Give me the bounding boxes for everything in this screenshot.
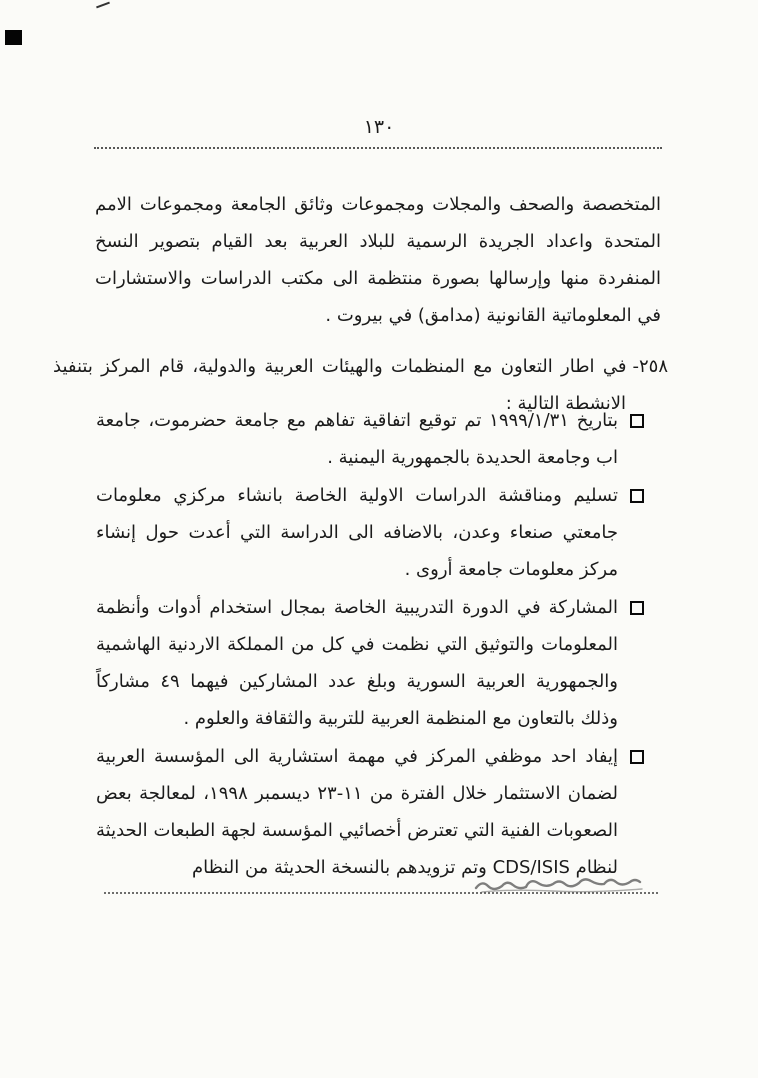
scan-artifact-corner bbox=[5, 30, 22, 45]
square-bullet-icon bbox=[630, 750, 644, 764]
activity-bullet-list bbox=[96, 402, 644, 887]
section-number: ٢٥٨- bbox=[632, 356, 668, 377]
square-bullet-icon bbox=[630, 601, 644, 615]
bullet-item bbox=[96, 477, 644, 588]
bullet-item bbox=[96, 402, 644, 476]
intro-paragraph: المتخصصة والصحف والمجلات ومجموعات وثائق الجامعة ومجموعات الامم المتحدة واعداد الجريدة الرسمية للبلاد العربية بعد القيام بتصوير النسخ المنفردة منها وإرسالها بصورة منتظمة الى مكتب الدراسات والاستشارات في المعلوماتية القانونية (مدامق) في بيروت . bbox=[95, 194, 661, 326]
square-bullet-icon bbox=[630, 414, 644, 428]
bullet-text: المشاركة في الدورة التدريبية الخاصة بمجال استخدام أدوات وأنظمة المعلومات والتوثيق التي نظمت في كل من المملكة الاردنية الهاشمية والجمهورية العربية السورية وبلغ عدد المشاركين فيهما ٤٩ مشاركاً وذلك بالتعاون مع المنظمة العربية للتربية والثقافة والعلوم . bbox=[96, 597, 618, 729]
bullet-item bbox=[96, 738, 644, 886]
scan-artifact-tick bbox=[96, 2, 110, 9]
bullet-item bbox=[96, 589, 644, 737]
bullet-text: إيفاد احد موظفي المركز في مهمة استشارية الى المؤسسة العربية لضمان الاستثمار خلال الفترة من ١١-٢٣ ديسمبر ١٩٩٨، لمعالجة بعض الصعوبات الفنية التي تعترض أخصائيي المؤسسة لجهة الطبعات الحديثة لنظام CDS/ISIS وتم تزويدهم بالنسخة الحديثة من النظام bbox=[96, 746, 619, 878]
dotted-separator-top bbox=[94, 147, 662, 149]
section-text: في اطار التعاون مع المنظمات والهيئات العربية والدولية، قام المركز بتنفيذ الانشطة التالية : bbox=[53, 356, 627, 414]
page-number: ١٣٠ bbox=[363, 116, 395, 138]
square-bullet-icon bbox=[630, 489, 644, 503]
bullet-text: تسليم ومناقشة الدراسات الاولية الخاصة بانشاء مركزي معلومات جامعتي صنعاء وعدن، بالاضافه الى الدراسة التي أعدت حول إنشاء مركز معلومات جامعة أروى . bbox=[96, 485, 618, 580]
handwritten-annotation bbox=[472, 874, 652, 896]
bullet-text: بتاريخ ١٩٩٩/١/٣١ تم توقيع اتفاقية تفاهم مع جامعة حضرموت، جامعة اب وجامعة الحديدة بالجمهورية اليمنية . bbox=[96, 410, 618, 468]
